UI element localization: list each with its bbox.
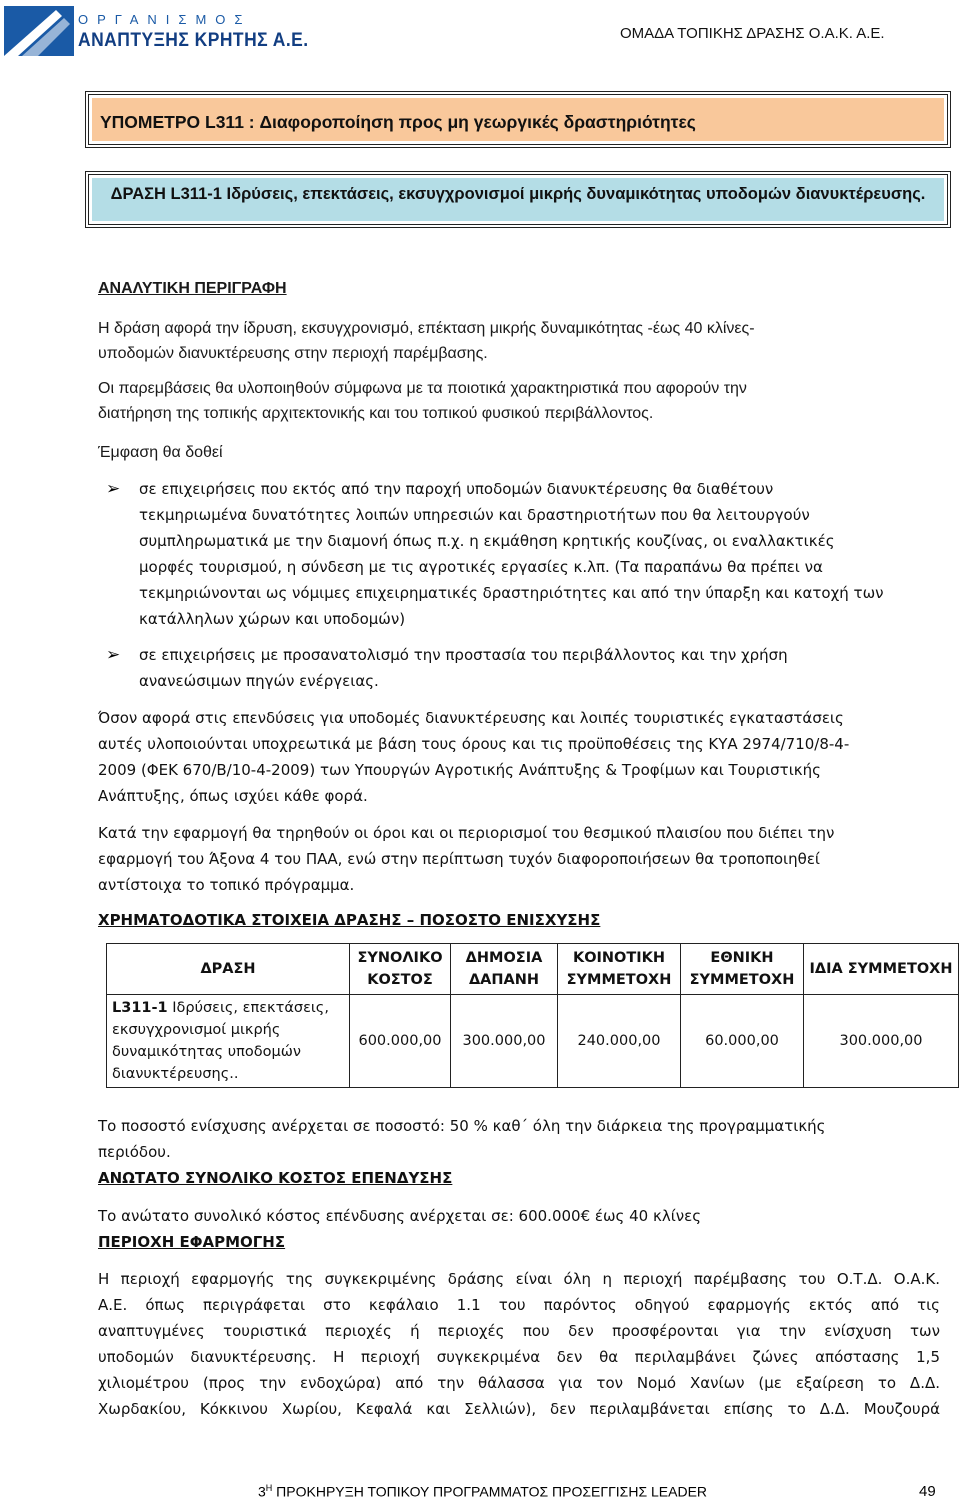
text-line: τεκμηριωμένα δυνατότητες λοιπών υπηρεσιών και δραστηριοτήτων που θα λειτουργούν bbox=[139, 506, 810, 524]
public-expenditure-cell: 300.000,00 bbox=[451, 995, 558, 1088]
bullet-item-1 bbox=[139, 476, 954, 632]
action-description: Ιδρύσεις, επεκτάσεις, εκσυγχρονισμοί μικρής δυναμικότητας υποδομών διανυκτέρευσης.. bbox=[112, 1000, 329, 1082]
text-line: σε επιχειρήσεις που εκτός από την παροχή υποδομών διανυκτέρευσης θα διαθέτουν bbox=[139, 480, 774, 498]
text-line: περιόδου. bbox=[98, 1143, 171, 1161]
action-code: L311-1 bbox=[112, 1000, 168, 1016]
own-contribution-cell: 300.000,00 bbox=[804, 995, 959, 1088]
finance-table bbox=[106, 943, 959, 1088]
text-line: διατήρηση της τοπικής αρχιτεκτονικής και του τοπικού φυσικού περιβάλλοντος. bbox=[98, 405, 654, 422]
column-header: ΔΡΑΣΗ bbox=[107, 944, 350, 995]
max-cost-text: Το ανώτατο συνολικό κόστος επένδυσης ανέρχεται σε: 600.000€ έως 40 κλίνες bbox=[98, 1207, 702, 1225]
description-paragraph-2 bbox=[98, 376, 928, 426]
text-line: συμπληρωματικά με την διαμονή όπως π.χ. η εκμάθηση κρητικής κουζίνας, οι εναλλακτικές bbox=[139, 532, 835, 550]
community-contribution-cell: 240.000,00 bbox=[558, 995, 681, 1088]
text-line: Οι παρεμβάσεις θα υλοποιηθούν σύμφωνα με τα ποιοτικά χαρακτηριστικά που αφορούν την bbox=[98, 380, 747, 397]
footer-text: ΠΡΟΚΗΡΥΞΗ ΤΟΠΙΚΟΥ ΠΡΟΓΡΑΜΜΑΤΟΣ ΠΡΟΣΕΓΓΙΣΗΣ LEADER bbox=[272, 1483, 708, 1500]
terms-paragraph bbox=[98, 820, 954, 898]
action-box bbox=[85, 171, 951, 228]
text-line: Όσον αφορά στις επενδύσεις για υποδομές διανυκτέρευσης και λοιπές τουριστικές εγκαταστάσεις bbox=[98, 709, 844, 727]
text-line: Χωρδακίου, Κόκκινου Χωρίου, Κεφαλά και Σελλιών), δεν περιλαμβάνεται επίσης το Δ.Δ. Μουζουρά bbox=[98, 1400, 940, 1418]
text-line: σε επιχειρήσεις με προσανατολισμό την προστασία του περιβάλλοντος και την χρήση bbox=[139, 646, 788, 664]
action-cell bbox=[107, 995, 350, 1088]
text-line: Α.Ε. όπως περιγράφεται στο κεφάλαιο 1.1 του παρόντος οδηγού εφαρμογής εκτός από τις bbox=[98, 1296, 940, 1314]
group-name: ΟΜΑΔΑ ΤΟΠΙΚΗΣ ΔΡΑΣΗΣ Ο.Α.Κ. Α.Ε. bbox=[620, 25, 885, 42]
text-line: τεκμηριώνονται ως νόμιμες επιχειρηματικές δραστηριότητες και από την ύπαρξη και κατοχή των bbox=[139, 584, 884, 602]
description-heading: ΑΝΑΛΥΤΙΚΗ ΠΕΡΙΓΡΑΦΗ bbox=[98, 280, 287, 297]
regulation-paragraph bbox=[98, 705, 954, 809]
area-paragraph bbox=[98, 1266, 940, 1422]
text-line: εφαρμογή του Άξονα 4 του ΠΑΑ, ενώ στην περίπτωση τυχόν διαφοροποιήσεων θα τροποποιηθεί bbox=[98, 850, 820, 868]
table-header-row bbox=[107, 944, 959, 995]
column-header: ΣΥΝΟΛΙΚΟ ΚΟΣΤΟΣ bbox=[350, 944, 451, 995]
finance-heading: ΧΡΗΜΑΤΟΔΟΤΙΚΑ ΣΤΟΙΧΕΙΑ ΔΡΑΣΗΣ – ΠΟΣΟΣΤΟ ΕΝΙΣΧΥΣΗΣ bbox=[98, 911, 601, 929]
text-line: Η περιοχή εφαρμογής της συγκεκριμένης δράσης είναι όλη η περιοχή παρέμβασης του Ο.Τ.Δ. Ο.Α.Κ. bbox=[98, 1270, 940, 1288]
text-line: κατάλληλων χώρων και υποδομών) bbox=[139, 610, 406, 628]
footer-title bbox=[258, 1483, 707, 1500]
text-line: χιλιομέτρου (προς την ενδοχώρα) από την θάλασσα για τον Νομό Χανίων (με εξαίρεση το Δ.Δ. bbox=[98, 1374, 940, 1392]
measure-box bbox=[85, 91, 951, 148]
national-contribution-cell: 60.000,00 bbox=[681, 995, 804, 1088]
logo-icon bbox=[4, 6, 74, 56]
text-line: Η δράση αφορά την ίδρυση, εκσυγχρονισμό, επέκταση μικρής δυναμικότητας -έως 40 κλίνες- bbox=[98, 320, 755, 337]
text-line: υποδομών διανυκτέρευσης. Η περιοχή συγκεκριμένα δεν θα περιλαμβάνει ζώνες απόστασης 1,5 bbox=[98, 1348, 940, 1366]
text-line: αντίστοιχα το τοπικό πρόγραμμα. bbox=[98, 876, 355, 894]
table-row bbox=[107, 995, 959, 1088]
bullet-arrow-icon: ➢ bbox=[106, 645, 121, 664]
text-line: Το ποσοστό ενίσχυσης ανέρχεται σε ποσοστό: 50 % καθ΄ όλη την διάρκεια της προγραμματικής bbox=[98, 1117, 826, 1135]
bullet-item-2 bbox=[139, 642, 954, 694]
footer-number: 3 bbox=[258, 1483, 266, 1500]
text-line: Ανάπτυξης, όπως ισχύει κάθε φορά. bbox=[98, 787, 368, 805]
text-line: 2009 (ΦΕΚ 670/Β/10-4-2009) των Υπουργών Αγροτικής Ανάπτυξης & Τροφίμων και Τουριστικής bbox=[98, 761, 821, 779]
page-number: 49 bbox=[919, 1483, 936, 1500]
total-cost-cell: 600.000,00 bbox=[350, 995, 451, 1088]
text-line: αναπτυγμένες τουριστικά περιοχές ή περιοχές που δεν προσφέρονται για την ενίσχυση των bbox=[98, 1322, 940, 1340]
bullet-arrow-icon: ➢ bbox=[106, 479, 121, 498]
action-title: ΔΡΑΣΗ L311-1 Ιδρύσεις, επεκτάσεις, εκσυγχρονισμοί μικρής δυναμικότητας υποδομών διανυκτέρευσης. bbox=[92, 178, 944, 221]
logo-org-name: ΑΝΑΠΤΥΞΗΣ ΚΡΗΤΗΣ Α.Ε. bbox=[78, 30, 309, 51]
column-header: ΕΘΝΙΚΗ ΣΥΜΜΕΤΟΧΗ bbox=[681, 944, 804, 995]
text-line: μορφές τουρισμού, η σύνδεση με τις αγροτικές εργασίες κ.λπ. (Τα παραπάνω θα πρέπει να bbox=[139, 558, 823, 576]
footer-superscript: Η bbox=[265, 1483, 273, 1493]
column-header: ΚΟΙΝΟΤΙΚΗ ΣΥΜΜΕΤΟΧΗ bbox=[558, 944, 681, 995]
max-cost-heading: ΑΝΩΤΑΤΟ ΣΥΝΟΛΙΚΟ ΚΟΣΤΟΣ ΕΠΕΝΔΥΣΗΣ bbox=[98, 1169, 453, 1187]
page-header bbox=[0, 0, 960, 60]
aid-rate-paragraph bbox=[98, 1113, 954, 1165]
column-header: ΙΔΙΑ ΣΥΜΜΕΤΟΧΗ bbox=[804, 944, 959, 995]
text-line: υποδομών διανυκτέρευσης στην περιοχή παρέμβασης. bbox=[98, 345, 488, 362]
column-header: ΔΗΜΟΣΙΑ ΔΑΠΑΝΗ bbox=[451, 944, 558, 995]
logo-org-label: ΟΡΓΑΝΙΣΜΟΣ bbox=[78, 12, 252, 27]
text-line: ανανεώσιμων πηγών ενέργειας. bbox=[139, 672, 379, 690]
emphasis-intro: Έμφαση θα δοθεί bbox=[98, 444, 223, 461]
area-heading: ΠΕΡΙΟΧΗ ΕΦΑΡΜΟΓΗΣ bbox=[98, 1233, 286, 1251]
text-line: Κατά την εφαρμογή θα τηρηθούν οι όροι και οι περιορισμοί του θεσμικού πλαισίου που διέπει την bbox=[98, 824, 835, 842]
measure-title: ΥΠΟΜΕΤΡΟ L311 : Διαφοροποίηση προς μη γεωργικές δραστηριότητες bbox=[92, 98, 944, 141]
text-line: αυτές υλοποιούνται υποχρεωτικά με βάση τους όρους και τις προϋποθέσεις της ΚΥΑ 2974/710/8-4- bbox=[98, 735, 850, 753]
description-paragraph-1 bbox=[98, 316, 928, 366]
